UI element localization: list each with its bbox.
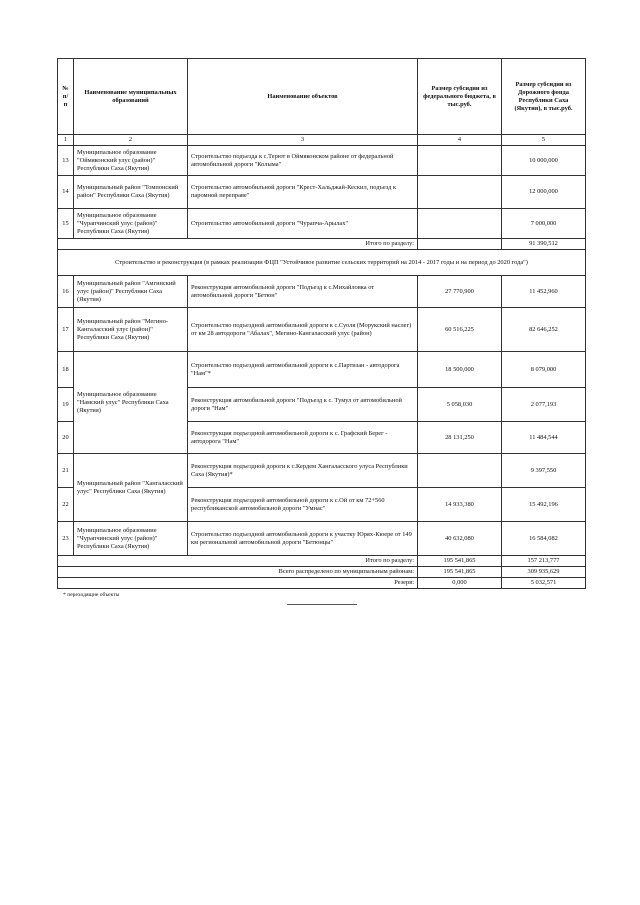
object-cell: Реконструкция подъездной автомобильной дороги к с.Ой от км 72+560 республиканской автомобильной дороги "Умнас" (188, 488, 418, 522)
fund-amount: 11 484,544 (502, 422, 586, 454)
header-object: Наименование объектов (188, 59, 418, 135)
object-cell: Реконструкция автомобильной дороги "Подъезд к с.Михайловка от автомобильной дороги "Бетюн" (188, 276, 418, 308)
table-row (58, 209, 586, 239)
federal-amount (418, 176, 502, 209)
reserve-federal: 0,000 (418, 578, 502, 589)
federal-amount: 60 516,225 (418, 308, 502, 352)
subtotal-label: Итого по разделу: (58, 556, 418, 567)
object-cell: Строительство подъездной автомобильной дороги к с.Партизан - автодорога "Нам"* (188, 352, 418, 388)
document-page (57, 58, 585, 605)
federal-amount: 5 058,030 (418, 388, 502, 422)
fund-amount: 15 492,196 (502, 488, 586, 522)
footnote: * переходящие объекты (63, 592, 120, 598)
table-row (58, 454, 586, 488)
grand-total-federal: 195 541,865 (418, 567, 502, 578)
row-number: 16 (58, 276, 74, 308)
subtotal-label: Итого по разделу: (58, 239, 418, 250)
subtotal-fund: 91 390,512 (502, 239, 586, 250)
grand-total-label: Всего распределено по муниципальным районам: (58, 567, 418, 578)
municipality-cell: Муниципальное образование "Чурапчинский улус (район)" Республики Саха (Якутия) (74, 209, 188, 239)
header-road-fund-subsidy: Размер субсидии из Дорожного фонда Республики Саха (Якутия), в тыс.руб. (502, 59, 586, 135)
fund-amount: 9 397,550 (502, 454, 586, 488)
subtotal-row (58, 556, 586, 567)
object-cell: Реконструкция автомобильной дороги "Подъезд к с. Тумул от автомобильной дороги "Нам" (188, 388, 418, 422)
column-number: 2 (74, 135, 188, 146)
federal-amount: 28 131,250 (418, 422, 502, 454)
header-number: № п/п (58, 59, 74, 135)
section-header-row (58, 250, 586, 276)
row-number: 13 (58, 146, 74, 176)
closing-rule (287, 604, 357, 605)
municipality-cell: Муниципальное образование "Намский улус" Республики Саха (Якутия) (74, 352, 188, 454)
object-cell: Реконструкция подъездной автомобильной дороги к с. Графский Берег - автодорога "Нам" (188, 422, 418, 454)
object-cell: Строительство автомобильной дороги "Чурапча-Арылах" (188, 209, 418, 239)
table-row (58, 146, 586, 176)
fund-amount: 8 079,000 (502, 352, 586, 388)
header-federal-subsidy: Размер субсидии из федерального бюджета, в тыс.руб. (418, 59, 502, 135)
federal-amount (418, 146, 502, 176)
fund-amount: 2 077,193 (502, 388, 586, 422)
federal-amount: 18 500,000 (418, 352, 502, 388)
reserve-row (58, 578, 586, 589)
fund-amount: 82 646,252 (502, 308, 586, 352)
row-number: 18 (58, 352, 74, 388)
federal-amount: 14 933,380 (418, 488, 502, 522)
row-number: 19 (58, 388, 74, 422)
header-municipality: Наименование муниципальных образований (74, 59, 188, 135)
municipality-cell: Муниципальное образование "Оймяконский улус (район)" Республики Саха (Якутия) (74, 146, 188, 176)
fund-amount: 16 584,082 (502, 522, 586, 556)
subtotal-fund: 157 213,777 (502, 556, 586, 567)
subtotal-federal: 195 541,865 (418, 556, 502, 567)
subtotal-federal (418, 239, 502, 250)
federal-amount (418, 454, 502, 488)
row-number: 20 (58, 422, 74, 454)
column-number: 4 (418, 135, 502, 146)
fund-amount: 10 000,000 (502, 146, 586, 176)
column-number: 5 (502, 135, 586, 146)
column-number-row (58, 135, 586, 146)
row-number: 15 (58, 209, 74, 239)
grand-total-fund: 309 935,629 (502, 567, 586, 578)
subtotal-row (58, 239, 586, 250)
federal-amount: 27 770,900 (418, 276, 502, 308)
table-row (58, 308, 586, 352)
column-number: 1 (58, 135, 74, 146)
municipality-cell: Муниципальное образование "Чурапчинский улус (район)" Республики Саха (Якутия) (74, 522, 188, 556)
object-cell: Строительство подъездной автомобильной дороги к с.Суоля (Морукский наслег) от км 28 автодороги "Абалах", Мегино-Кангаласский улус (район) (188, 308, 418, 352)
table-row (58, 352, 586, 388)
fund-amount: 7 000,000 (502, 209, 586, 239)
table-header-row (58, 59, 586, 135)
table-row (58, 276, 586, 308)
grand-total-row (58, 567, 586, 578)
municipality-cell: Муниципальный район "Томпонский район" Республики Саха (Якутия) (74, 176, 188, 209)
municipality-cell: Муниципальный район "Хангаласский улус" Республики Саха (Якутия) (74, 454, 188, 522)
object-cell: Реконструкция подъездной дороги к с.Кердем Хангаласского улуса Республики Саха (Якутия)* (188, 454, 418, 488)
federal-amount: 40 632,080 (418, 522, 502, 556)
object-cell: Строительство подъезда к с.Терют в Оймяконском районе от федеральной автомобильной дороги "Колыма" (188, 146, 418, 176)
fund-amount: 11 452,960 (502, 276, 586, 308)
reserve-label: Резерв: (58, 578, 418, 589)
municipality-cell: Муниципальный район "Мегино-Кангаласский улус (район)" Республики Саха (Якутия) (74, 308, 188, 352)
section-title: Строительство и реконструкция (в рамках реализации ФЦП "Устойчивое развитие сельских территорий на 2014 - 2017 годы и на период до 2020 года") (58, 250, 586, 276)
subsidy-table (57, 58, 586, 589)
reserve-fund: 5 032,571 (502, 578, 586, 589)
fund-amount: 12 000,000 (502, 176, 586, 209)
table-row (58, 522, 586, 556)
row-number: 21 (58, 454, 74, 488)
object-cell: Строительство подъездной автомобильной дороги к участку Юрях-Кюере от 149 км региональной автомобильной дороги "Бетюнцы" (188, 522, 418, 556)
table-row (58, 176, 586, 209)
federal-amount (418, 209, 502, 239)
municipality-cell: Муниципальный район "Амгинский улус (район)" Республики Саха (Якутия) (74, 276, 188, 308)
row-number: 17 (58, 308, 74, 352)
row-number: 23 (58, 522, 74, 556)
row-number: 22 (58, 488, 74, 522)
column-number: 3 (188, 135, 418, 146)
row-number: 14 (58, 176, 74, 209)
object-cell: Строительство автомобильной дороги "Крест-Хальджай-Кескил, подъезд к паромной переправе" (188, 176, 418, 209)
